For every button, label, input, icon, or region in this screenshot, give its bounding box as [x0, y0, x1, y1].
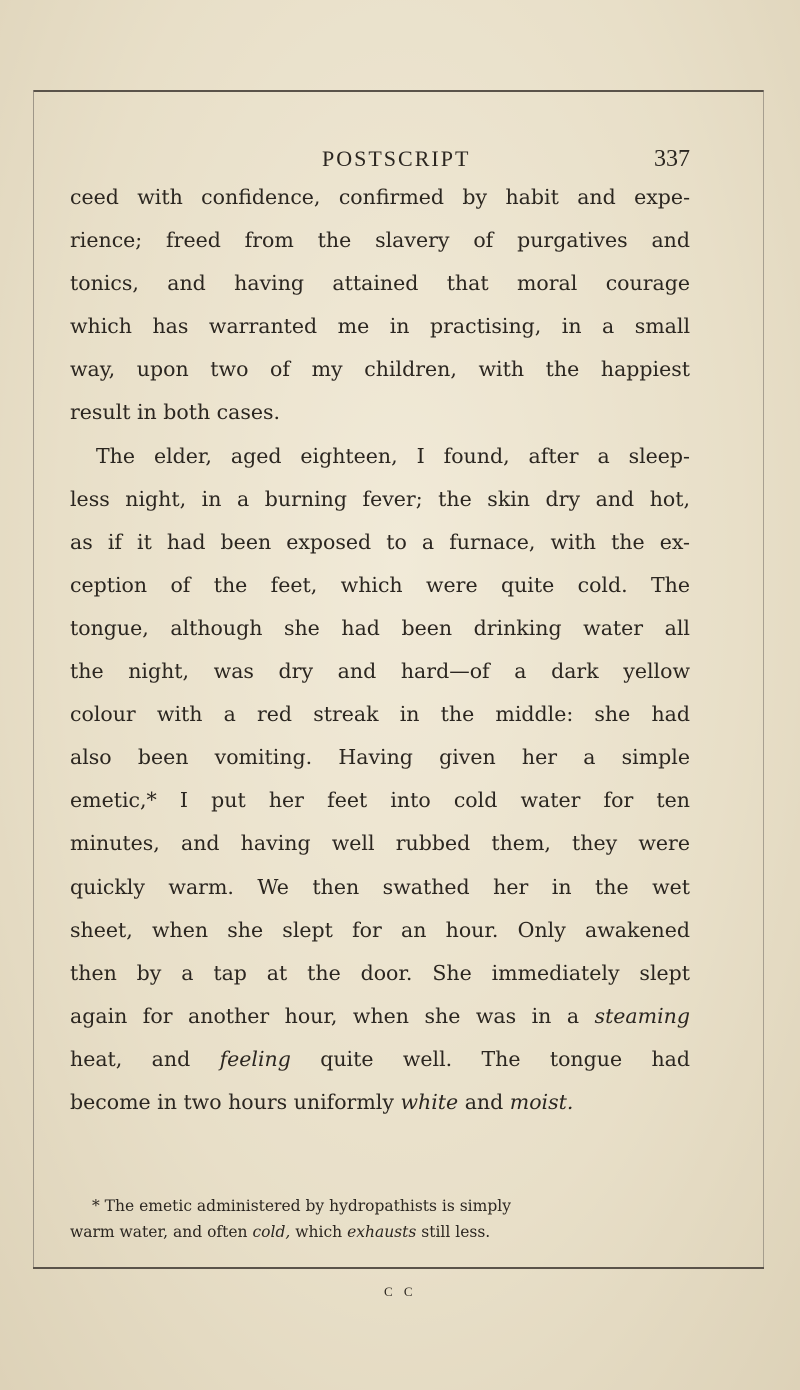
text-line: quickly warm. We then swathed her in the wet	[70, 874, 690, 899]
text-line: sheet, when she slept for an hour. Only awakened	[70, 917, 690, 942]
italic-word-feeling: feeling	[219, 1046, 291, 1071]
text-line: minutes, and having well rubbed them, they were	[70, 831, 690, 856]
italic-word-moist: moist.	[509, 1089, 574, 1114]
text-line: emetic,* I put her feet into cold water for ten	[70, 788, 690, 813]
text-line: tonics, and having attained that moral courage	[70, 271, 690, 296]
text-segment: become in two hours uniformly	[70, 1089, 394, 1114]
text-line: ception of the feet, which were quite cold. The	[70, 572, 690, 597]
footnote	[70, 1193, 690, 1245]
italic-word-steaming: steaming	[594, 1003, 690, 1028]
body-text	[70, 176, 690, 1124]
text-line: rience; freed from the slavery of purgatives and	[70, 228, 690, 253]
text-segment: again for another hour, when she was in a	[70, 1003, 580, 1028]
text-line: as if it had been exposed to a furnace, with the ex-	[70, 529, 690, 554]
text-line: the night, was dry and hard—of a dark yellow	[70, 659, 690, 684]
page-frame-top-rule	[33, 90, 764, 92]
text-segment: and	[464, 1089, 504, 1114]
text-line: tongue, although she had been drinking water all	[70, 615, 690, 640]
page-frame-bottom-rule	[33, 1267, 764, 1269]
text-line	[70, 995, 690, 1038]
italic-word-cold: cold,	[252, 1223, 291, 1241]
text-segment: warm water, and often	[70, 1223, 248, 1241]
running-head	[70, 146, 690, 176]
text-line: also been vomiting. Having given her a simple	[70, 745, 690, 770]
footnote-line: * The emetic administered by hydropathists is simply	[92, 1197, 511, 1215]
text-line: The elder, aged eighteen, I found, after a sleep-	[96, 443, 690, 468]
footnote-line	[70, 1219, 690, 1245]
italic-word-white: white	[400, 1089, 459, 1114]
text-line	[70, 1081, 690, 1124]
text-segment: which	[295, 1223, 343, 1241]
page-number: 337	[654, 146, 690, 172]
text-line: ceed with confidence, confirmed by habit and expe-	[70, 185, 690, 209]
page-frame-left-rule	[33, 90, 34, 1267]
text-line: way, upon two of my children, with the happiest	[70, 357, 690, 382]
text-segment: quite well. The tongue had	[320, 1046, 690, 1071]
page-frame-right-rule	[763, 90, 764, 1267]
signature-mark: C C	[384, 1284, 417, 1299]
text-line: less night, in a burning fever; the skin dry and hot,	[70, 486, 690, 511]
italic-word-exhausts: exhausts	[347, 1223, 417, 1241]
text-line: which has warranted me in practising, in a small	[70, 314, 690, 339]
text-line: then by a tap at the door. She immediately slept	[70, 960, 690, 985]
text-line: result in both cases.	[70, 400, 281, 425]
text-line: colour with a red streak in the middle: she had	[70, 702, 690, 727]
text-segment: heat, and	[70, 1046, 191, 1071]
running-title: POSTSCRIPT	[322, 146, 471, 171]
text-segment: still less.	[421, 1223, 491, 1241]
text-line	[70, 1038, 690, 1081]
